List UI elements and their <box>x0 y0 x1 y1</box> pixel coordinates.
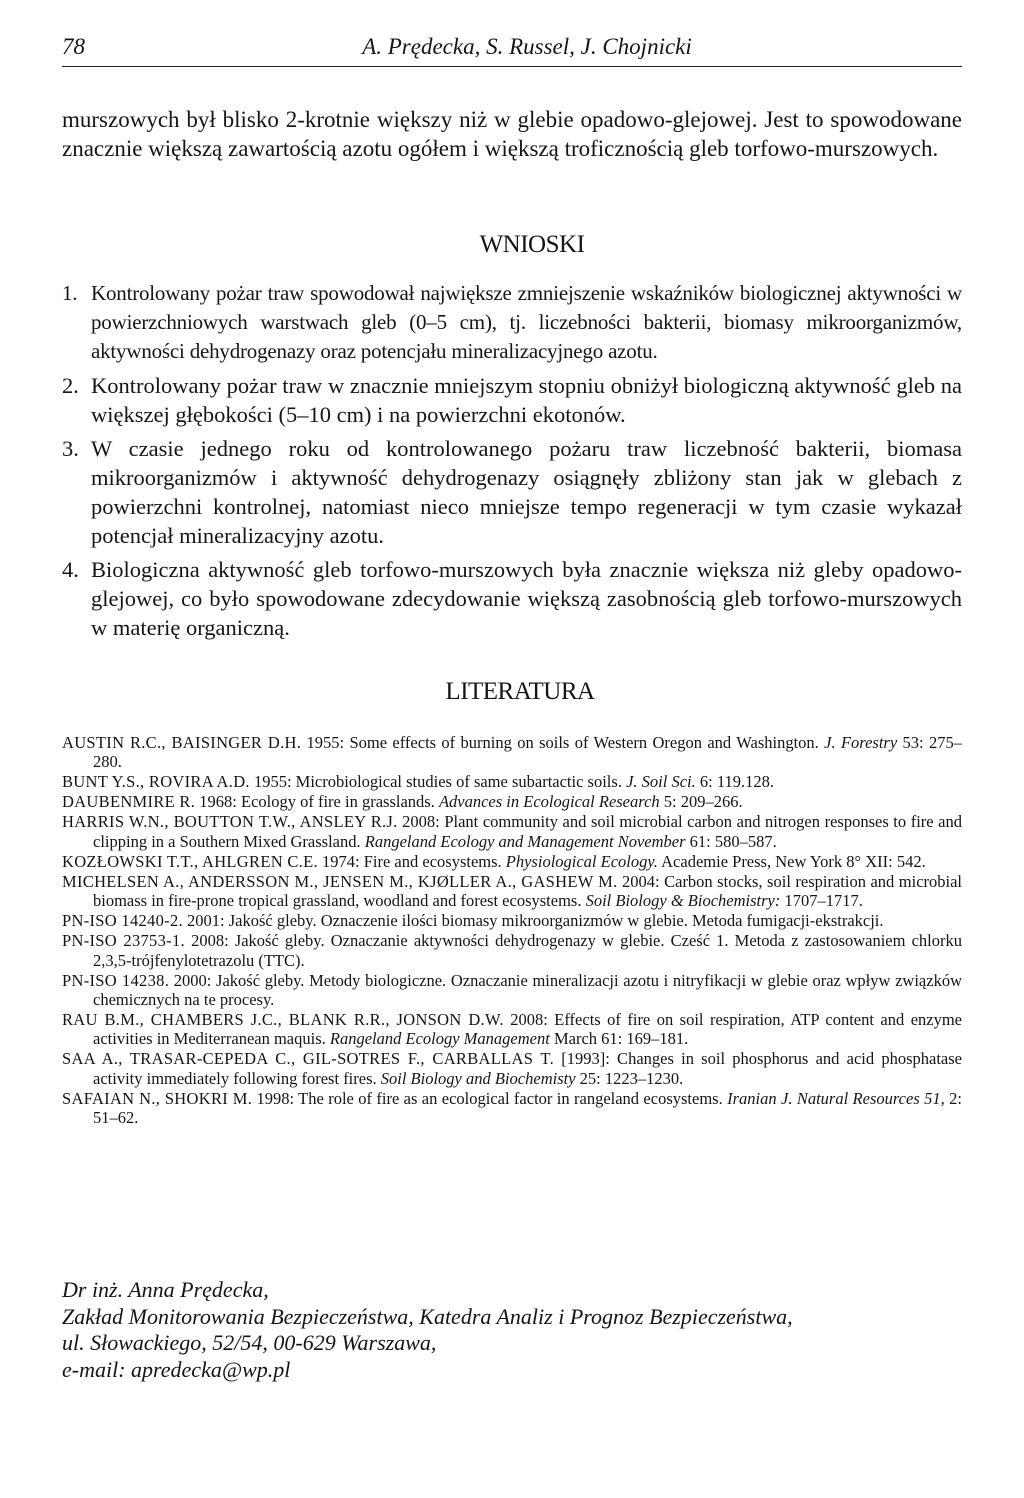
literature-heading: LITERATURA <box>445 678 595 705</box>
reference-text: 2000: Jakość gleby. Metody biologiczne. Oznaczanie mineralizacji azotu i nitryfikacji w glebie oraz wpływ związków chemicznych na te procesy. <box>93 970 962 1010</box>
reference-details: Academie Press, New York 8° XII: 542. <box>657 851 926 871</box>
address-email: e-mail: apredecka@wp.pl <box>62 1356 291 1382</box>
reference-text: 1998: The role of fire as an ecological factor in rangeland ecosystems. <box>252 1088 728 1108</box>
reference-details: March 61: 169–181. <box>549 1029 689 1049</box>
reference-details: 53: 275–280. <box>93 733 962 772</box>
conclusion-text: Kontrolowany pożar traw spowodował największe zmniejszenie wskaźników biologicznej aktywności w powierzchniowych warstwach gleb (0–5 cm), tj. liczebności bakterii, biomasy mikroorganizmów, aktywności dehydrogenazy oraz potencjału mineralizacyjnego azotu. <box>91 281 962 363</box>
conclusion-text: Biologiczna aktywność gleb torfowo-murszowych była znacznie większa niż gleby opadowo-glejowej, co było spowodowane zdecydowanie większą zasobnością gleb torfowo-murszowych w materię organiczną. <box>91 557 962 640</box>
reference-item <box>62 872 962 911</box>
reference-text: 2001: Jakość gleby. Oznaczenie ilości biomasy mikroorganizmów w glebie. Metoda fumigacji-ekstrakcji. <box>182 911 884 931</box>
conclusion-text: Kontrolowany pożar traw w znacznie mniejszym stopniu obniżył biologiczną aktywność gleb na większej głębokości (5–10 cm) i na powierzchni ekotonów. <box>91 373 962 427</box>
reference-authors: MICHELSEN A., ANDERSSON M., JENSEN M., KJØLLER A., GASHEW M. <box>62 871 618 891</box>
reference-text: 2008: Jakość gleby. Oznaczanie aktywności dehydrogenazy w glebie. Cześć 1. Metoda z zastosowaniem chlorku 2,3,5-trójfenylotetrazolu (TTC). <box>93 931 963 970</box>
reference-details: 61: 580–587. <box>685 831 777 851</box>
reference-journal: Soil Biology and Biochemisty <box>380 1068 576 1088</box>
reference-text: 1974: Fire and ecosystems. <box>317 851 506 871</box>
running-header <box>62 34 962 67</box>
reference-item <box>62 772 962 791</box>
address-street: ul. Słowackiego, 52/54, 00-629 Warszawa, <box>62 1330 437 1355</box>
reference-item <box>62 812 962 851</box>
address-affiliation: Zakład Monitorowania Bezpieczeństwa, Katedra Analiz i Prognoz Bezpieczeństwa, <box>62 1303 793 1329</box>
reference-item <box>62 1010 962 1049</box>
reference-authors: HARRIS W.N., BOUTTON T.W., ANSLEY R.J. <box>62 812 398 832</box>
address-name: Dr inż. Anna Prędecka, <box>62 1277 269 1302</box>
conclusion-number: 1. <box>62 281 78 305</box>
reference-journal: Soil Biology & Biochemistry: <box>585 891 781 911</box>
reference-journal: Physiological Ecology. <box>505 851 658 871</box>
reference-journal: J. Forestry <box>824 733 898 752</box>
reference-journal: Advances in Ecological Research <box>438 792 660 812</box>
reference-item <box>62 1049 962 1088</box>
reference-list <box>62 733 962 1128</box>
reference-authors: AUSTIN R.C., BAISINGER D.H. <box>62 733 302 752</box>
reference-item <box>62 852 962 871</box>
reference-item <box>62 733 962 772</box>
conclusion-item <box>62 555 962 642</box>
conclusion-number: 3. <box>62 436 79 461</box>
running-header-authors: A. Prędecka, S. Russel, J. Chojnicki <box>362 34 692 59</box>
reference-authors: SAFAIAN N., SHOKRI M. <box>62 1088 253 1108</box>
reference-authors: PN-ISO 23753-1. <box>62 931 185 951</box>
reference-text: 1955: Microbiological studies of same subartactic soils. <box>249 772 627 792</box>
reference-text: 2008: Effects of fire on soil respiration, ATP content and enzyme activities in Mediterranean maquis. <box>93 1010 962 1049</box>
reference-authors: DAUBENMIRE R. <box>62 792 196 812</box>
conclusion-item <box>62 279 962 366</box>
reference-details: 2: 51–62. <box>93 1088 962 1128</box>
reference-authors: RAU B.M., CHAMBERS J.C., BLANK R.R., JONSON D.W. <box>62 1010 504 1030</box>
conclusion-item <box>62 434 962 550</box>
reference-item <box>62 792 962 811</box>
reference-item <box>62 931 962 970</box>
reference-item <box>62 911 962 930</box>
author-address <box>62 1277 962 1383</box>
intro-paragraph: murszowych był blisko 2-krotnie większy niż w glebie opadowo-glejowej. Jest to spowodowane znacznie większą zawartością azotu ogółem i większą troficznością gleb torfowo-murszowych. <box>62 107 962 161</box>
reference-text: 2008: Plant community and soil microbial carbon and nitrogen responses to fire and clipping in a Southern Mixed Grassland. <box>93 812 963 851</box>
reference-details: 6: 119.128. <box>695 772 774 792</box>
reference-authors: BUNT Y.S., ROVIRA A.D. <box>62 772 250 792</box>
conclusion-number: 2. <box>62 373 79 398</box>
conclusion-number: 4. <box>62 557 79 582</box>
reference-authors: PN-ISO 14240-2. <box>62 911 183 931</box>
reference-journal: Iranian J. Natural Resources 51, <box>727 1088 945 1108</box>
reference-authors: PN-ISO 14238. <box>62 970 170 990</box>
page-number: 78 <box>62 34 85 59</box>
reference-item <box>62 971 962 1010</box>
reference-journal: Rangeland Ecology Management <box>329 1029 550 1049</box>
reference-journal: Rangeland Ecology and Management November <box>364 831 686 851</box>
reference-details: 1707–1717. <box>780 891 863 911</box>
conclusions-heading: WNIOSKI <box>479 231 585 258</box>
reference-text: [1993]: Changes in soil phosphorus and acid phosphatase activity immediately following forest fires. <box>93 1049 962 1088</box>
reference-authors: SAA A., TRASAR-CEPEDA C., GIL-SOTRES F., CARBALLAS T. <box>62 1049 555 1069</box>
reference-text: 2004: Carbon stocks, soil respiration and microbial biomass in fire-prone tropical grassland, woodland and forest ecosystems. <box>93 871 963 911</box>
reference-journal: J. Soil Sci. <box>626 772 696 792</box>
reference-details: 25: 1223–1230. <box>575 1068 684 1088</box>
reference-text: 1968: Ecology of fire in grasslands. <box>195 792 439 812</box>
reference-text: 1955: Some effects of burning on soils of Western Oregon and Washington. <box>301 733 825 752</box>
conclusions-list <box>62 279 962 647</box>
conclusion-item <box>62 371 962 429</box>
reference-details: 5: 209–266. <box>659 792 743 812</box>
reference-authors: KOZŁOWSKI T.T., AHLGREN C.E. <box>62 851 318 871</box>
conclusion-text: W czasie jednego roku od kontrolowanego pożaru traw liczebność bakterii, biomasa mikroorganizmów i aktywność dehydrogenazy osiągnęły zbliżony stan jak w glebach z powierzchni kontrolnej, natomiast nieco mniejsze tempo regeneracji w tym czasie wykazał potencjał mineralizacyjny azotu. <box>91 436 962 548</box>
reference-item <box>62 1089 962 1128</box>
